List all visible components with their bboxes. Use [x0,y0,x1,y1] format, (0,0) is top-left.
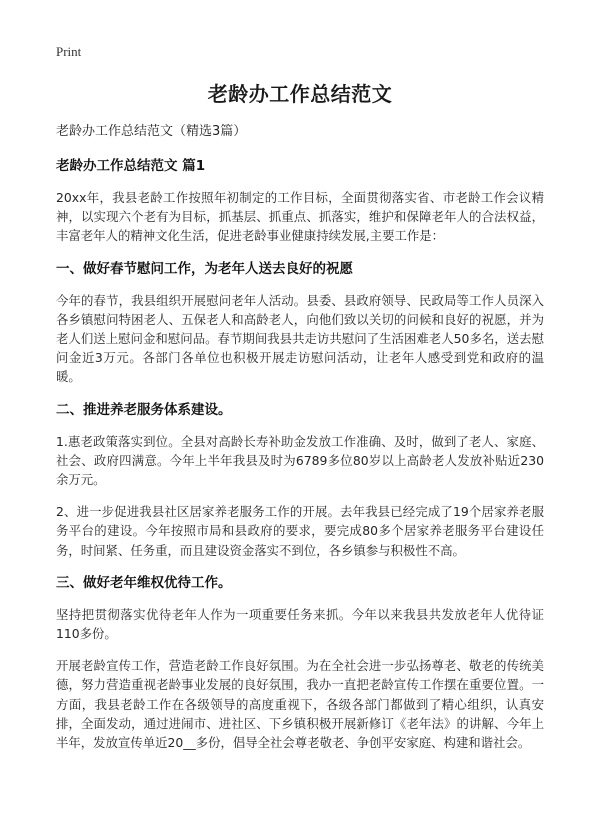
print-link[interactable]: Print [56,44,82,59]
section-3-paragraph-1: 坚持把贯彻落实优待老年人作为一项重要任务来抓。今年以来我县共发放老年人优待证110多份。 [56,606,544,642]
section-1-paragraph-1: 今年的春节，我县组织开展慰问老年人活动。县委、县政府领导、民政局等工作人员深入各乡镇慰问特困老人、五保老人和高龄老人，向他们致以关切的问候和良好的祝愿，并为老人们送上慰问金和慰问品。春节期间我县共走访共慰问了生活困难老人50多名，送去慰问金近3万元。各部门各单位也积极开展走访慰问活动，让老年人感受到党和政府的温暖。 [56,292,544,385]
section-2-paragraph-2: 2、进一步促进我县社区居家养老服务工作的开展。去年我县已经完成了19个居家养老服务平台的建设。今年按照市局和县政府的要求，要完成80多个居家养老服务平台建设任务，时间紧、任务重，而且建设资金落实不到位，各乡镇参与积极性不高。 [56,504,544,558]
section-heading-1: 一、做好春节慰问工作，为老年人送去良好的祝愿 [56,260,353,277]
document-subtitle: 老龄办工作总结范文（精选3篇） [56,124,247,139]
section-3-paragraph-2: 开展老龄宣传工作，营造老龄工作良好氛围。为在全社会进一步弘扬尊老、敬老的传统美德，努力营造重视老龄事业发展的良好氛围，我办一直把老龄宣传工作摆在重要位置。一方面，我县老龄工作在各级领导的高度重视下，各级各部门都做到了精心组织，认真安排，全面发动，通过进闹市、进社区、下乡镇积极开展新修订《老年法》的讲解、今年上半年，发放宣传单近20__多份，倡导全社会尊老敬老、争创平安家庭、构建和谐社会。 [56,658,544,751]
section-heading-2: 二、推进养老服务体系建设。 [56,401,232,418]
document-body [56,122,544,765]
page-title: 老龄办工作总结范文 [207,82,393,106]
article-title: 老龄办工作总结范文 篇1 [56,158,206,174]
intro-paragraph: 20xx年，我县老龄工作按照年初制定的工作目标，全面贯彻落实省、市老龄工作会议精神，以实现六个老有为目标，抓基层、抓重点、抓落实，维护和保障老年人的合法权益，丰富老年人的精神文化生活，促进老龄事业健康持续发展,主要工作是： [56,190,544,244]
section-heading-3: 三、做好老年维权优待工作。 [56,574,232,591]
section-2-paragraph-1: 1.惠老政策落实到位。全县对高龄长寿补助金发放工作准确、及时，做到了老人、家庭、社会、政府四满意。今年上半年我县及时为6789多位80岁以上高龄老人发放补贴近230余万元。 [56,433,544,488]
